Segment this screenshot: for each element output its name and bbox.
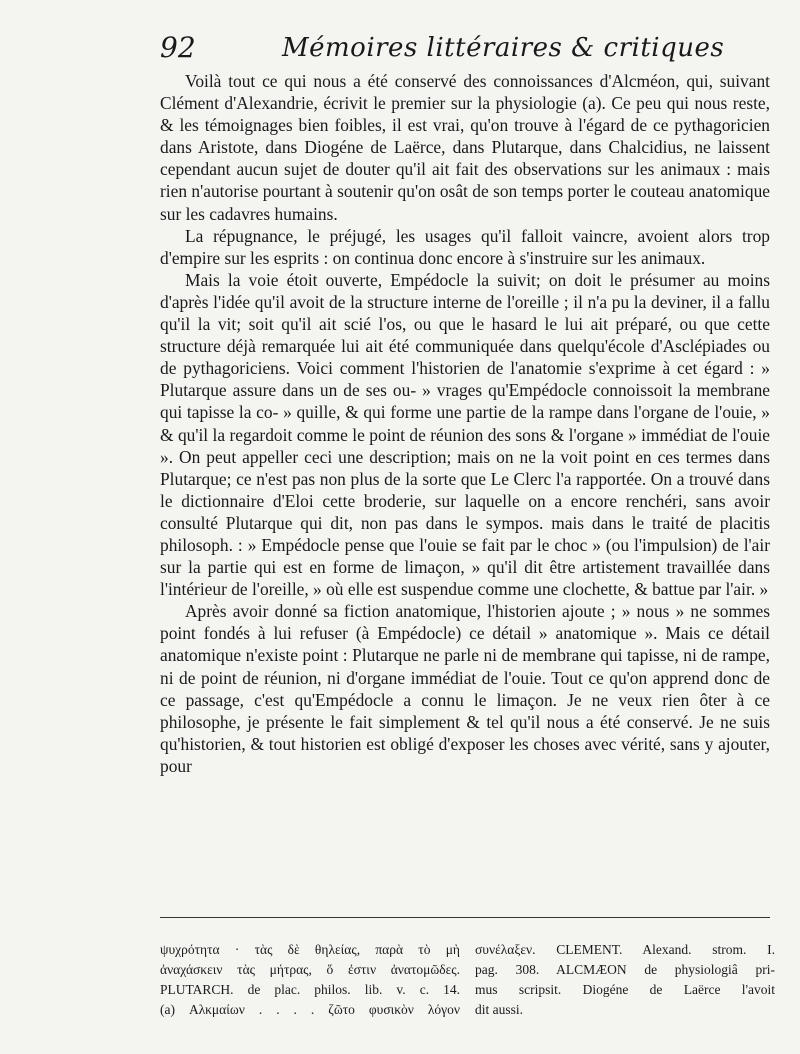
footnote-line: ψυχρότητα · τὰς δὲ θηλείας, παρὰ τὸ μὴ [160,942,460,957]
paragraph-3: Mais la voie étoit ouverte, Empédocle la suivit; on doit le présumer au moins d'après l'idée qu'il avoit de la structure interne de l'oreille ; il n'a pu la deviner, il a fallu qu'il la vit; soit qu'il ait scié l'os, ou que le hasard le lui ait préparé, ou que cette structure déjà remarquée lui ait été communiquée dans quelqu'école d'Asclépiades ou de pythagoriciens. Voici comment l'historien de l'anatomie s'exprime à cet égard : » Plutarque assure dans un de ses ou- » vrages qu'Empédocle connoissoit la membrane qui tapisse la co- » quille, & qui forme une partie de la rampe dans l'organe de l'ouie, » & qu'il la regardoit comme le point de réunion des sons & l'organe » immédiat de l'ouie ». On peut appeller ceci une description; mais on ne la voit point en ces termes dans Plutarque; ce n'est pas non plus de la sorte que Le Clerc l'a rapportée. On a trouvé dans le dictionnaire d'Eloi cette broderie, sur laquelle on a encore renchéri, sans avoir consulté Plutarque qui dit, non pas dans le sympos. mais dans le traité de placitis philosoph. : » Empédocle pense que l'ouie se fait par le choc » (ou l'impulsion) de l'air sur la partie qui est en forme de limaçon, » qu'il dit être artistement travaillée dans l'intérieur de l'oreille, » où elle est suspendue comme une clochette, & battue par l'air. » [160,269,770,600]
footnote-line: ἀναχάσκειν τὰς μήτρας, ὅ ἐστιν ἀνατομῶδες. [160,962,460,977]
footnote-line: PLUTARCH. de plac. philos. lib. v. c. 14. [160,982,460,997]
footnotes [160,940,775,1050]
footnote-divider [160,917,770,918]
footnote-line: (a) Αλκμαίων . . . . ζῶτο φυσικὸν λόγον [160,1002,460,1017]
main-text [160,70,770,777]
footnote-line: dit aussi. [475,1002,524,1017]
footnote-right-column [475,940,775,1020]
paragraph-2: La répugnance, le préjugé, les usages qu'il falloit vaincre, avoient alors trop d'empire sur les esprits : on continua donc encore à s'instruire sur les animaux. [160,225,770,268]
footnote-left-column [160,940,460,1020]
page-header [160,30,800,70]
paragraph-4: Après avoir donné sa fiction anatomique, l'historien ajoute ; » nous » ne sommes point fondés à lui refuser (à Empédocle) ce détail » anatomique ». Mais ce détail anatomique n'existe point : Plutarque ne parle ni de membrane qui tapisse, ni de rampe, ni de point de réunion, ni d'organe immédiat de l'ouie. Tout ce qu'on apprend donc de ce passage, c'est qu'Empédocle a connu le limaçon. Je ne veux rien ôter à ce philosophe, je présente le fait simplement & tel qu'il nous a été conservé. Je ne suis qu'historien, & tout historien est obligé d'exposer les choses avec vérité, sans y ajouter, pour [160,601,770,776]
footnote-line: pag. 308. ALCMÆON de physiologiâ pri- [475,962,775,977]
paragraph-1: Voilà tout ce qui nous a été conservé des connoissances d'Alcméon, qui, suivant Clément d'Alexandrie, écrivit le premier sur la physiologie (a). Ce peu qui nous reste, & les témoignages bien foibles, il est vrai, qu'on trouve à l'égard de ce pythagoricien dans Aristote, dans Diogéne de Laërce, dans Plutarque, dans Chalcidius, ne laissent cependant aucun sujet de douter qu'il ait fait des observations sur les animaux : mais rien n'autorise pourtant à soutenir qu'on osât de son temps porter le couteau anatomique sur les cadavres humains. [160,71,770,224]
footnote-line: συνέλαξεν. CLEMENT. Alexand. strom. I. [475,942,775,957]
footnote-line: mus scripsit. Diogéne de Laërce l'avoit [475,982,775,997]
page-number: 92 [160,31,196,64]
running-title: Mémoires littéraires & critiques [282,33,725,63]
